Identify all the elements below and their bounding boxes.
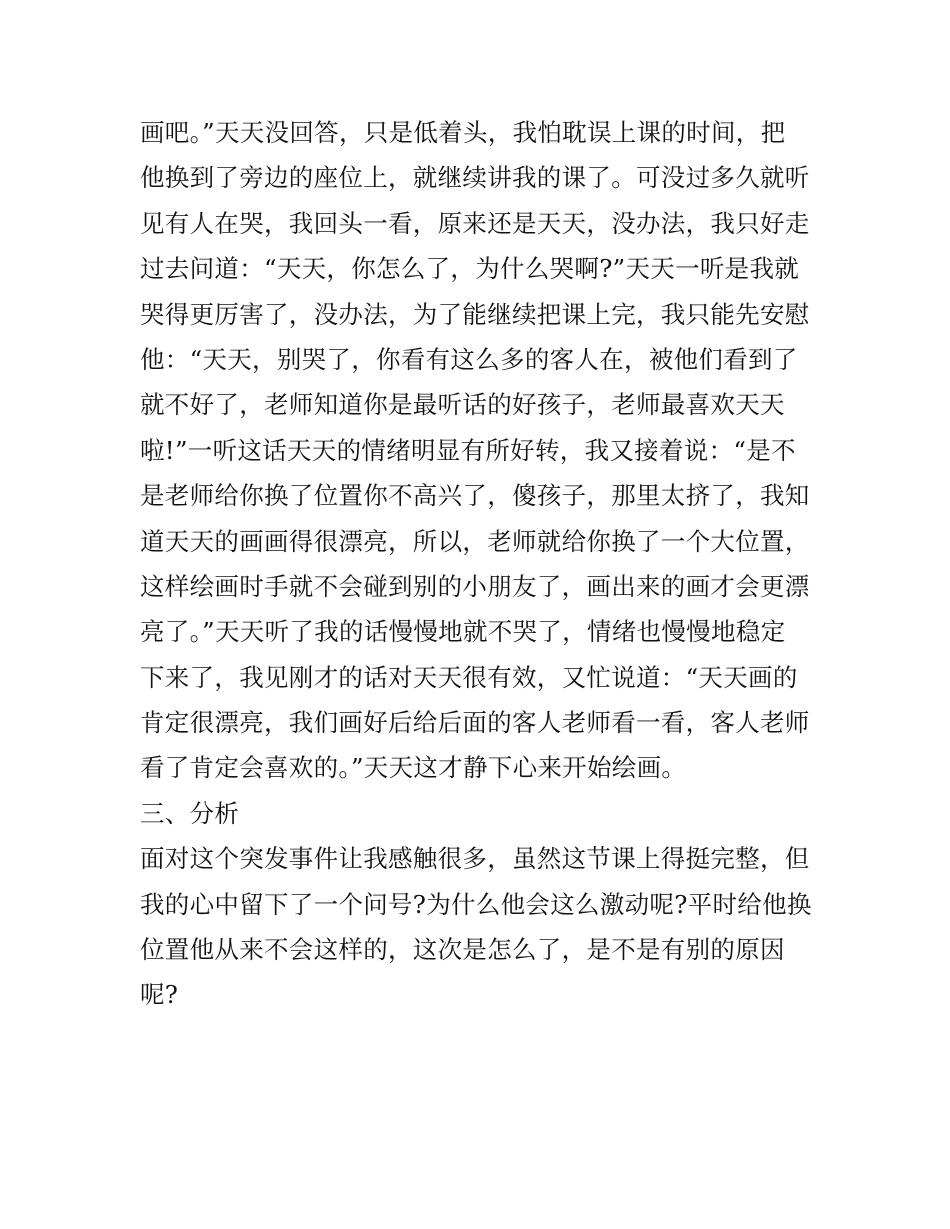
text-line: 哭得更厉害了，没办法，为了能继续把课上完，我只能先安慰 <box>140 299 810 329</box>
text-line: 我的心中留下了一个问号?为什么他会这么激动呢?平时给他换 <box>140 889 812 919</box>
text-line: 道天天的画画得很漂亮，所以，老师就给你换了一个大位置， <box>140 526 810 556</box>
text-line: 这样绘画时手就不会碰到别的小朋友了，画出来的画才会更漂 <box>140 571 810 601</box>
text-line: 就不好了，老师知道你是最听话的好孩子，老师最喜欢天天 <box>140 390 785 420</box>
text-line: 位置他从来不会这样的，这次是怎么了，是不是有别的原因 <box>140 935 785 965</box>
text-line: 下来了，我见刚才的话对天天很有效，又忙说道：“天天画的 <box>140 662 798 692</box>
text-line: 画吧。”天天没回答，只是低着头，我怕耽误上课的时间，把 <box>140 118 786 147</box>
text-line: 见有人在哭，我回头一看，原来还是天天，没办法，我只好走 <box>140 208 810 238</box>
text-line: 肯定很漂亮，我们画好后给后面的客人老师看一看，客人老师 <box>140 708 810 738</box>
section-heading: 三、分析 <box>140 798 240 828</box>
text-line: 过去问道：“天天，你怎么了，为什么哭啊?”天天一听是我就 <box>140 254 800 284</box>
text-line: 呢? <box>140 980 179 1010</box>
text-line: 亮了。”天天听了我的话慢慢地就不哭了，情绪也慢慢地稳定 <box>140 617 786 647</box>
document-body <box>140 110 820 1018</box>
text-line: 啦!”一听这话天天的情绪明显有所好转，我又接着说：“是不 <box>140 435 796 465</box>
text-line: 看了肯定会喜欢的。”天天这才静下心来开始绘画。 <box>140 753 687 783</box>
text-line: 面对这个突发事件让我感触很多，虽然这节课上得挺完整，但 <box>140 844 810 874</box>
text-line: 他换到了旁边的座位上，就继续讲我的课了。可没过多久就听 <box>140 163 810 193</box>
text-line: 是老师给你换了位置你不高兴了，傻孩子，那里太挤了，我知 <box>140 481 810 511</box>
text-line: 他：“天天，别哭了，你看有这么多的客人在，被他们看到了 <box>140 344 798 374</box>
